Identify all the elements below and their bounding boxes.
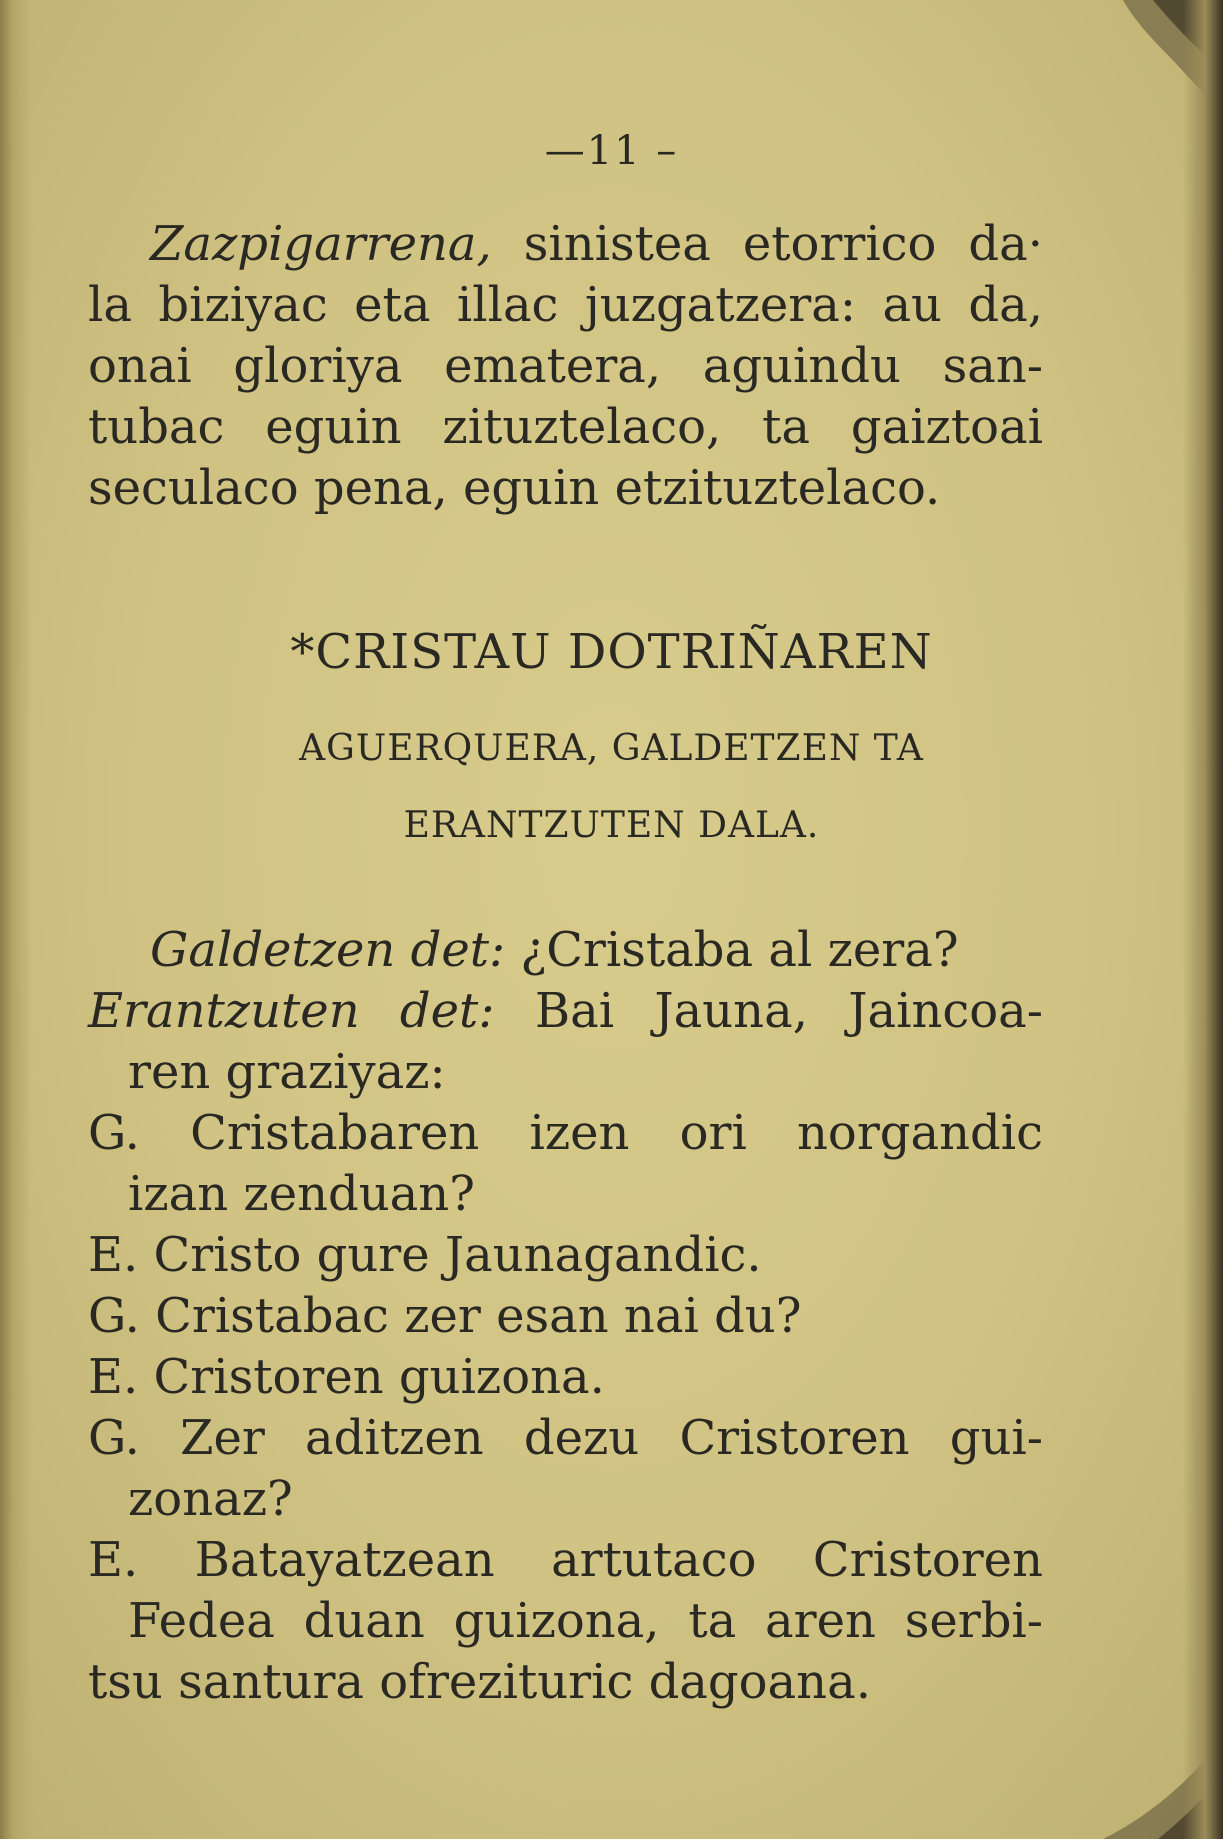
dialogue-line: Fedea duan guizona, ta aren serbi- <box>128 1593 1043 1649</box>
answer-line <box>88 981 1043 1042</box>
catechism-dialogue <box>88 920 1043 1713</box>
question-line <box>88 920 1043 981</box>
paragraph-line <box>88 214 1043 275</box>
question-text: ¿Cristaba al zera? <box>505 922 959 978</box>
article-paragraph <box>88 214 1043 519</box>
answer-label: Erantzuten det: <box>88 983 495 1039</box>
paragraph-line: tubac eguin zituztelaco, ta gaiztoai <box>88 399 1043 455</box>
section-subheading: AGUERQUERA, GALDETZEN TA <box>299 728 924 769</box>
answer-continuation: ren graziyaz: <box>128 1044 446 1100</box>
dialogue-line: E. Batayatzean artutaco Cristoren <box>88 1532 1043 1588</box>
paragraph-line: seculaco pena, eguin etzituztelaco. <box>88 460 941 516</box>
dialogue-line: G. Cristabaren izen ori norgandic <box>88 1105 1043 1161</box>
page-number: —11 – <box>544 128 679 174</box>
worn-corner-bottom-right <box>1063 1719 1223 1839</box>
question-label: Galdetzen det: <box>150 922 506 978</box>
section-heading: *CRISTAU DOTRIÑAREN <box>290 624 933 680</box>
paragraph-lead-word: Zazpigarrena, <box>150 216 492 272</box>
dialogue-line: E. Cristo gure Jaunagandic. <box>88 1227 762 1283</box>
dialogue-line: zonaz? <box>128 1471 293 1527</box>
dialogue-line: G. Zer aditzen dezu Cristoren gui- <box>88 1410 1043 1466</box>
dialogue-items <box>88 1103 1043 1713</box>
worn-corner-top-right <box>1063 0 1223 120</box>
dialogue-line: tsu santura ofrezituric dagoana. <box>88 1654 871 1710</box>
paragraph-line: la biziyac eta illac juzgatzera: au da, <box>88 277 1043 333</box>
answer-text: Bai Jauna, Jaincoa- <box>494 983 1044 1039</box>
dialogue-line: G. Cristabac zer esan nai du? <box>88 1288 802 1344</box>
section-subheading-2: ERANTZUTEN DALA. <box>403 805 820 846</box>
paragraph-line-text: sinistea etorrico da· <box>491 216 1043 272</box>
dialogue-line: E. Cristoren guizona. <box>88 1349 605 1405</box>
dialogue-line: izan zenduan? <box>128 1166 475 1222</box>
paragraph-line: onai gloriya ematera, aguindu san- <box>88 338 1043 394</box>
